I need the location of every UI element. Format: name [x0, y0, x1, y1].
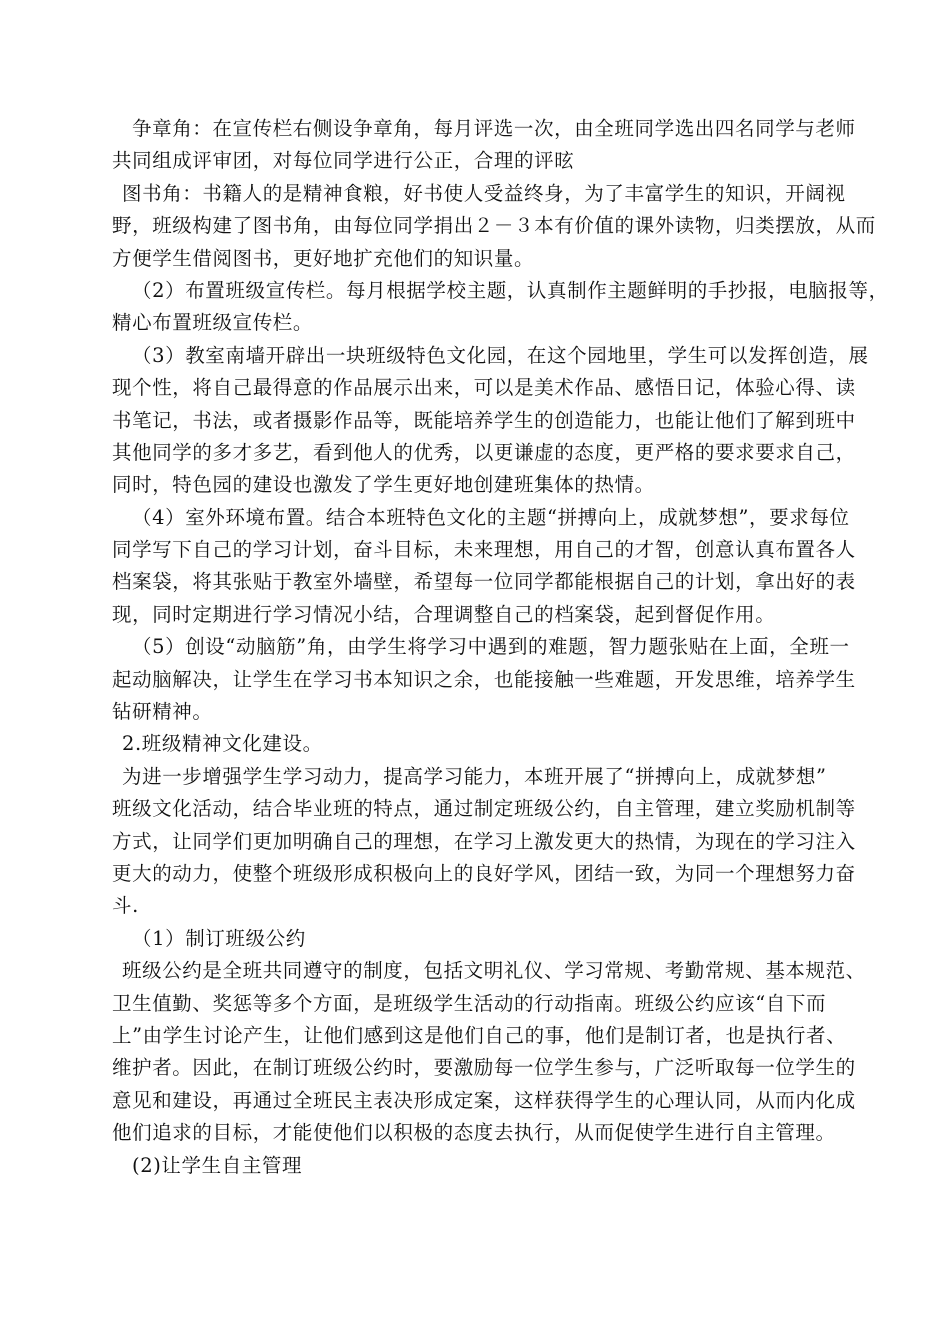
text-line: 精心布置班级宣传栏。 [112, 311, 314, 335]
text-line: 斗. [112, 894, 139, 918]
text-line: （2）布置班级宣传栏。每月根据学校主题，认真制作主题鲜明的手抄报，电脑报等， [132, 278, 889, 302]
text-line: 现，同时定期进行学习情况小结，合理调整自己的档案袋，起到督促作用。 [112, 602, 776, 626]
text-line: 方式，让同学们更加明确自己的理想，在学习上激发更大的热情，为现在的学习注入 [112, 829, 856, 853]
section-heading: 2.班级精神文化建设。 [122, 732, 323, 756]
subsection-heading: (2)让学生自主管理 [132, 1153, 303, 1177]
subsection-heading: （1）制订班级公约 [132, 926, 306, 950]
text-line: 共同组成评审团，对每位同学进行公正，合理的评昡 [112, 149, 575, 173]
text-line: 卫生值勤、奖惩等多个方面，是班级学生活动的行动指南。班级公约应该“自下而 [112, 991, 827, 1015]
text-line: 同时，特色园的建设也激发了学生更好地创建班集体的热情。 [112, 473, 655, 497]
text-line: 方便学生借阅图书，更好地扩充他们的知识量。 [112, 246, 535, 270]
text-line: （3）教室南墙开辟出一块班级特色文化园，在这个园地里，学生可以发挥创造，展 [132, 343, 869, 367]
text-line: 同学写下自己的学习计划，奋斗目标，未来理想，用自己的才智，创意认真布置各人 [112, 538, 856, 562]
text-line: 书笔记，书法，或者摄影作品等，既能培养学生的创造能力，也能让他们了解到班中 [112, 408, 856, 432]
text-line: 维护者。因此，在制订班级公约时，要激励每一位学生参与，广泛听取每一位学生的 [112, 1056, 856, 1080]
text-line: 意见和建设，再通过全班民主表决形成定案，这样获得学生的心理认同，从而内化成 [112, 1088, 856, 1112]
text-line: 为进一步增强学生学习动力，提高学习能力，本班开展了“拼搏向上，成就梦想” [122, 764, 827, 788]
text-line: 档案袋，将其张贴于教室外墙壁，希望每一位同学都能根据自己的计划，拿出好的表 [112, 570, 856, 594]
text-line: 其他同学的多才多艺，看到他人的优秀，以更谦虚的态度，更严格的要求要求自己， [112, 440, 856, 464]
text-line: 他们追求的目标，才能使他们以积极的态度去执行，从而促使学生进行自主管理。 [112, 1121, 836, 1145]
text-line: 上”由学生讨论产生，让他们感到这是他们自己的事，他们是制订者，也是执行者、 [112, 1023, 847, 1047]
document-body [112, 113, 889, 1182]
text-line: 图书角：书籍人的是精神食粮，好书使人受益终身，为了丰富学生的知识，开阔视 [122, 181, 846, 205]
text-line: 钻研精神。 [112, 700, 213, 724]
text-line: 起动脑解决，让学生在学习书本知识之余，也能接触一些难题，开发思维，培养学生 [112, 667, 856, 691]
text-line: 野，班级构建了图书角，由每位同学捐出２－３本有价值的课外读物，归类摆放，从而 [112, 214, 876, 238]
text-line: 争章角：在宣传栏右侧设争章角，每月评选一次，由全班同学选出四名同学与老师 [132, 117, 856, 140]
text-line: （5）创设“动脑筋”角，由学生将学习中遇到的难题，智力题张贴在上面，全班一 [132, 635, 850, 659]
text-line: 现个性，将自己最得意的作品展示出来，可以是美术作品、感悟日记，体验心得、读 [112, 376, 856, 400]
text-line: 班级公约是全班共同遵守的制度，包括文明礼仪、学习常规、考勤常规、基本规范、 [122, 959, 866, 983]
text-line: （4）室外环境布置。结合本班特色文化的主题“拼搏向上，成就梦想”，要求每位 [132, 505, 850, 529]
text-line: 更大的动力，使整个班级形成积极向上的良好学风，团结一致，为同一个理想努力奋 [112, 861, 856, 885]
text-line: 班级文化活动，结合毕业班的特点，通过制定班级公约，自主管理，建立奖励机制等 [112, 797, 856, 821]
